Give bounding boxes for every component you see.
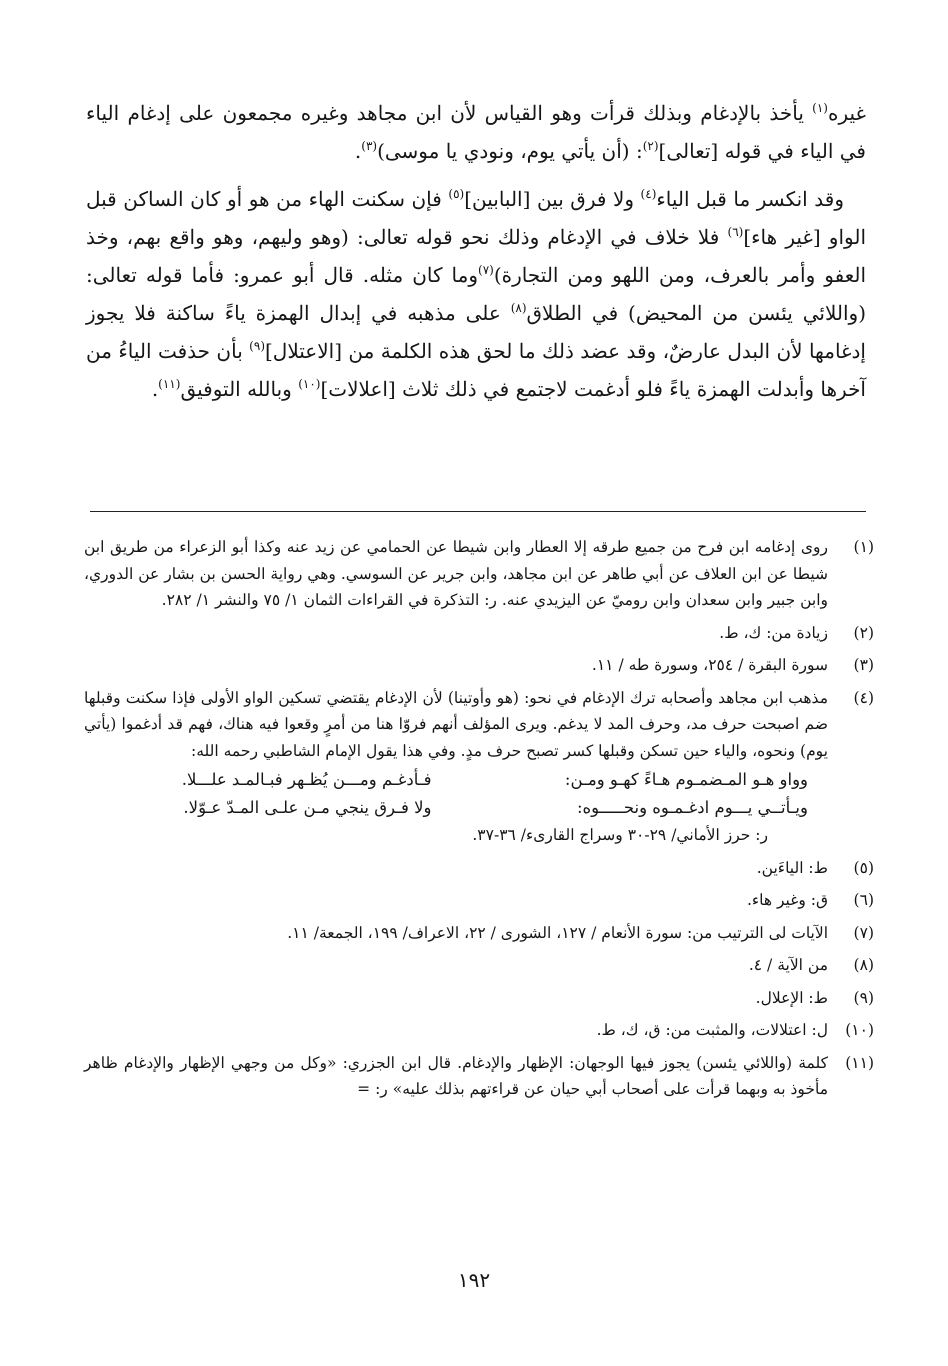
poem-hemistich: وواو هـو المـضمـوم هـاءً كهـو ومـن:: [564, 770, 808, 789]
footnote-ref: (١١): [158, 377, 181, 391]
footnote-number: (١٠): [845, 1021, 874, 1039]
footnote-text: ل: اعتلالات، والمثبت من: ق، ك، ط.: [596, 1021, 828, 1039]
poem-hemistich: ويـأتــي يـــوم ادغـمـوه ونحـــــوه:: [576, 798, 808, 817]
text-run: ولا فرق بين [البابين]: [464, 187, 641, 211]
footnote-3: [84, 652, 874, 679]
footnote-number: (٩): [853, 988, 874, 1007]
text-run: .: [354, 139, 362, 163]
footnote-9: [84, 985, 874, 1012]
text-run: : (أن يأتي يوم، ونودي يا موسى): [377, 139, 643, 163]
footnote-7: [84, 920, 874, 947]
footnote-6: [84, 887, 874, 914]
poem-verse-2: [84, 794, 828, 822]
footnote-2: [84, 620, 874, 647]
footnote-4: [84, 685, 874, 849]
footnotes: [84, 534, 874, 1109]
footnote-text: زيادة من: ك، ط.: [719, 623, 828, 642]
footnote-body: [84, 685, 828, 849]
footnote-ref: (٧): [478, 263, 494, 277]
footnote-text: مذهب ابن مجاهد وأصحابه ترك الإدغام في نحو: (هو وأوتينا) لأن الإدغام يقتضي تسكين الواو الأولى فإذا سكنت وقبلها ضم اصبحت حرف مد، وحرف المد لا يدغم. ويرى المؤلف أنهم فروّا هنا من أمرٍ وقعوا فيه هناك، فهم قد أدغموا (يأتي يوم) ونحوه، والياء حين تسكن وقبلها كسر تصبح حرف مدٍ. وفي هذا يقول الإمام الشاطبي رحمه الله:: [84, 688, 828, 760]
text-run: وقد انكسر ما قبل الياء: [656, 187, 844, 211]
footnote-text: ط: الياءَين.: [756, 858, 828, 877]
footnote-number: (٧): [853, 923, 874, 942]
poem-hemistich: فـأدغـم ومـــن يُظـهر فبـالمـد علـــلا.: [181, 770, 432, 789]
footnote-ref: (٢): [642, 139, 659, 153]
paragraph-1: [86, 94, 866, 170]
footnote-10: [84, 1017, 874, 1044]
main-text: [86, 94, 866, 418]
footnote-number: (٦): [853, 891, 874, 909]
poem-reference: ر: حرز الأماني/ ٢٩-٣٠ وسراج القارىء/ ٣٦-٣٧.: [472, 826, 768, 844]
footnote-number: (٣): [853, 656, 874, 674]
footnote-number: (٢): [853, 623, 874, 642]
footnote-text: الآيات لى الترتيب من: سورة الأنعام / ١٢٧، الشورى / ٢٢، الاعراف/ ١٩٩، الجمعة/ ١١.: [287, 923, 828, 942]
footnote-text: ق: وغير هاء.: [746, 891, 828, 909]
footnote-text: سورة البقرة / ٢٥٤، وسورة طه / ١١.: [591, 656, 828, 674]
poem: [84, 766, 828, 849]
footnote-ref: (١٠): [298, 377, 321, 391]
poem-verse-1: [84, 766, 828, 794]
text-run: على مذهبه في إبدال الهمزة ياءً ساكنة فلا يجوز إدغامها لأن البدل عارضٌ، وقد عضد ذلك ما لحق هذه الكلمة من [الاعتلال]: [86, 301, 866, 363]
text-run: بأن حذفت الياءُ من آخرها وأبدلت الهمزة ياءً فلو أدغمت لاجتمع في ذلك ثلاث [اعلالات]: [86, 339, 866, 401]
footnote-ref: (٦): [727, 225, 744, 239]
footnote-ref: (٣): [361, 139, 378, 153]
footnote-number: (٤): [853, 688, 874, 707]
footnote-text: ط: الإعلال.: [755, 988, 828, 1007]
footnote-1: [84, 534, 874, 614]
poem-hemistich: ولا فـرق ينجي مـن علـى المـدّ عـوّلا.: [183, 798, 432, 817]
footnote-8: [84, 952, 874, 979]
text-run: فإن سكنت الهاء من هو أو كان الساكن قبل الواو [غير هاء]: [86, 187, 867, 249]
footnote-number: (١١): [845, 1053, 874, 1072]
footnote-ref: (٤): [640, 187, 657, 201]
page-number: ١٩٢: [457, 1268, 491, 1292]
paragraph-2: [86, 180, 866, 408]
footnote-number: (٨): [853, 956, 874, 974]
footnote-text: كلمة (واللائي يئسن) يجوز فيها الوجهان: الإظهار والإدغام. قال ابن الجزري: «وكل من وجهي الإظهار والإدغام ظاهر مأخوذ به وبهما قرأت على أصحاب أبي حيان عن قراءتهم بذلك عليه» ر: =: [84, 1053, 828, 1098]
footnote-number: (١): [853, 538, 874, 556]
footnote-5: [84, 855, 874, 882]
footnote-text: روى إدغامه ابن فرح من جميع طرقه إلا العطار وابن شيطا عن الحمامي عن زيد عنه وكذا أبو الزعراء من طريق ابن شيطا عن ابن العلاف عن أبي طاهر عن ابن مجاهد، وابن جرير عن السوسي. وهي رواية الحسن بن بشار عن الدوري، وابن جبير وابن سعدان وابن روميّ عن اليزيدي عنه. ر: التذكرة في القراءات الثمان ١/ ٧٥ والنشر ١/ ٢٨٢.: [84, 538, 828, 609]
footnote-11: [84, 1050, 874, 1103]
footnote-ref: (٩): [249, 339, 265, 353]
footnote-separator: [90, 511, 866, 512]
footnote-ref: (٥): [448, 187, 465, 201]
text-run: وبالله التوفيق: [180, 377, 299, 401]
text-run: يأخذ بالإدغام وبذلك قرأت وهو القياس لأن ابن مجاهد وغيره مجمعون على إدغام الياء في الياء في قوله [تعالى]: [86, 101, 866, 163]
footnote-number: (٥): [853, 858, 874, 877]
text-run: وما كان مثله. قال أبو عمرو: فأما قوله تعالى: (واللائي يئسن من المحيض) في الطلاق: [86, 263, 867, 325]
footnote-ref: (٨): [510, 301, 527, 315]
text-run: غيره: [827, 101, 866, 125]
footnote-ref: (١): [812, 101, 828, 115]
text-run: .: [151, 377, 159, 401]
text-run: فلا خلاف في الإدغام وذلك نحو قوله تعالى: (وهو وليهم، وهو واقع بهم، وخذ العفو وأمر بالعرف، ومن اللهو ومن التجارة): [86, 225, 867, 287]
footnote-text: من الآية / ٤.: [748, 956, 828, 974]
